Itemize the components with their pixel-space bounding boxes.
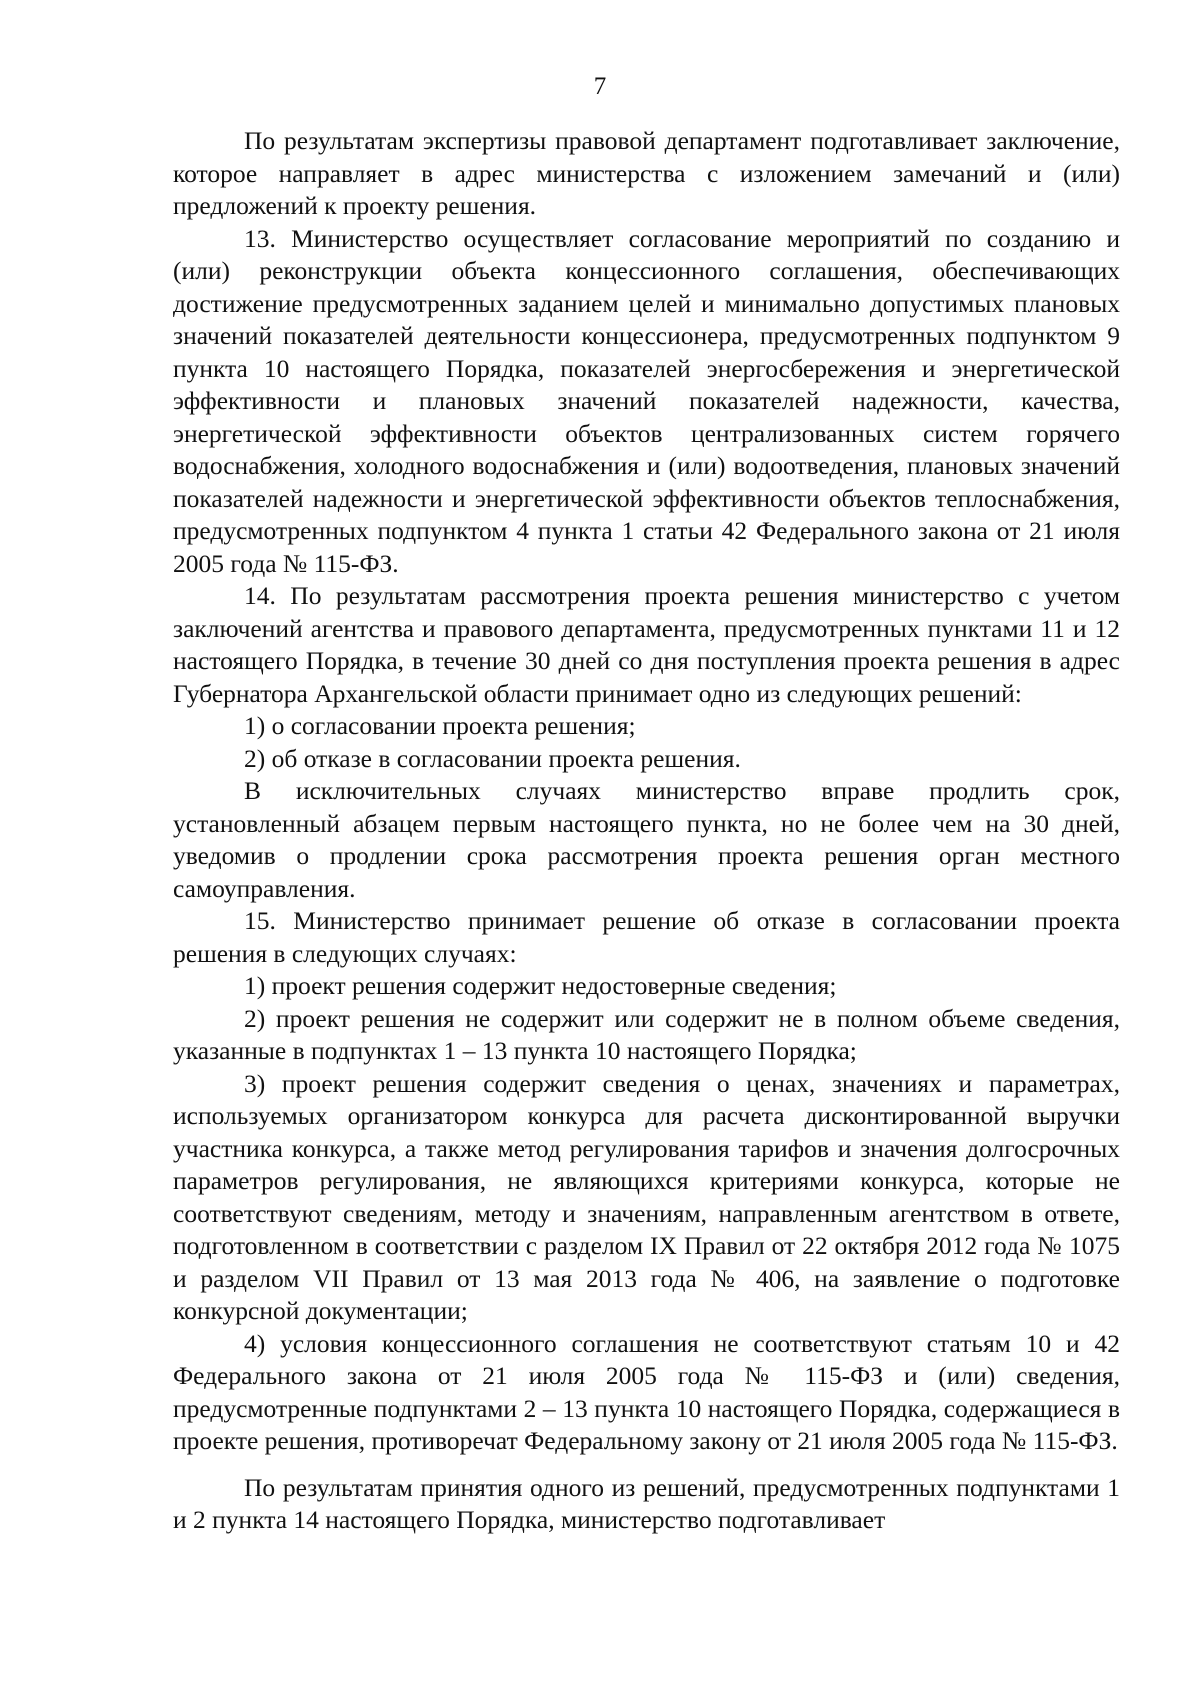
document-body <box>173 125 1120 1537</box>
paragraph-item-15-case-3: 3) проект решения содержит сведения о ценах, значениях и параметрах, используемых организатором конкурса для расчета дисконтированной выручки участника конкурса, а также метод регулирования тарифов и значения долгосрочных параметров регулирования, не являющихся критериями конкурса, которые не соответствуют сведениям, методу и значениям, направленным агентством в ответе, подготовленном в соответствии с разделом IX Правил от 22 октября 2012 года № 1075 и разделом VII Правил от 13 мая 2013 года № 406, на заявление о подготовке конкурсной документации; <box>173 1068 1120 1325</box>
page-number: 7 <box>593 73 607 100</box>
paragraph-item-15-case-4: 4) условия концессионного соглашения не соответствуют статьям 10 и 42 Федерального закона от 21 июля 2005 года № 115-ФЗ и (или) сведения, предусмотренные подпунктами 2 – 13 пункта 10 настоящего Порядка, содержащиеся в проекте решения, противоречат Федеральному закону от 21 июля 2005 года № 115-ФЗ. <box>173 1328 1120 1455</box>
paragraph-item-15: 15. Министерство принимает решение об отказе в согласовании проекта решения в следующих случаях: <box>173 906 1120 968</box>
paragraph-item-14: 14. По результатам рассмотрения проекта решения министерство с учетом заключений агентства и правового департамента, предусмотренных пунктами 11 и 12 настоящего Порядка, в течение 30 дней со дня поступления проекта решения в адрес Губернатора Архангельской области принимает одно из следующих решений: <box>173 581 1120 708</box>
paragraph-item-13: 13. Министерство осуществляет согласование мероприятий по созданию и (или) реконструкции объекта концессионного соглашения, обеспечивающих достижение предусмотренных заданием целей и минимально допустимых плановых значений показателей деятельности концессионера, предусмотренных подпунктом 9 пункта 10 настоящего Порядка, показателей энергосбережения и энергетической эффективности и плановых значений показателей надежности, качества, энергетической эффективности объектов централизованных систем горячего водоснабжения, холодного водоснабжения и (или) водоотведения, плановых значений показателей надежности и энергетической эффективности объектов теплоснабжения, предусмотренных подпунктом 4 пункта 1 статьи 42 Федерального закона от 21 июля 2005 года № 115-ФЗ. <box>173 223 1120 578</box>
paragraph-item-15-case-2: 2) проект решения не содержит или содержит не в полном объеме сведения, указанные в подпунктах 1 – 13 пункта 10 настоящего Порядка; <box>173 1003 1120 1065</box>
paragraph-item-14-option-2: 2) об отказе в согласовании проекта решения. <box>244 743 741 773</box>
paragraph-expertise-conclusion: По результатам экспертизы правовой департамент подготавливает заключение, которое направляет в адрес министерства с изложением замечаний и (или) предложений к проекту решения. <box>173 126 1120 220</box>
paragraph-decision-results: По результатам принятия одного из решений, предусмотренных подпунктами 1 и 2 пункта 14 настоящего Порядка, министерство подготавливает <box>173 1472 1120 1534</box>
paragraph-exceptional-cases: В исключительных случаях министерство вправе продлить срок, установленный абзацем первым настоящего пункта, но не более чем на 30 дней, уведомив о продлении срока рассмотрения проекта решения орган местного самоуправления. <box>173 776 1120 903</box>
paragraph-item-14-option-1: 1) о согласовании проекта решения; <box>244 711 636 740</box>
paragraph-item-15-case-1: 1) проект решения содержит недостоверные сведения; <box>244 971 837 1000</box>
